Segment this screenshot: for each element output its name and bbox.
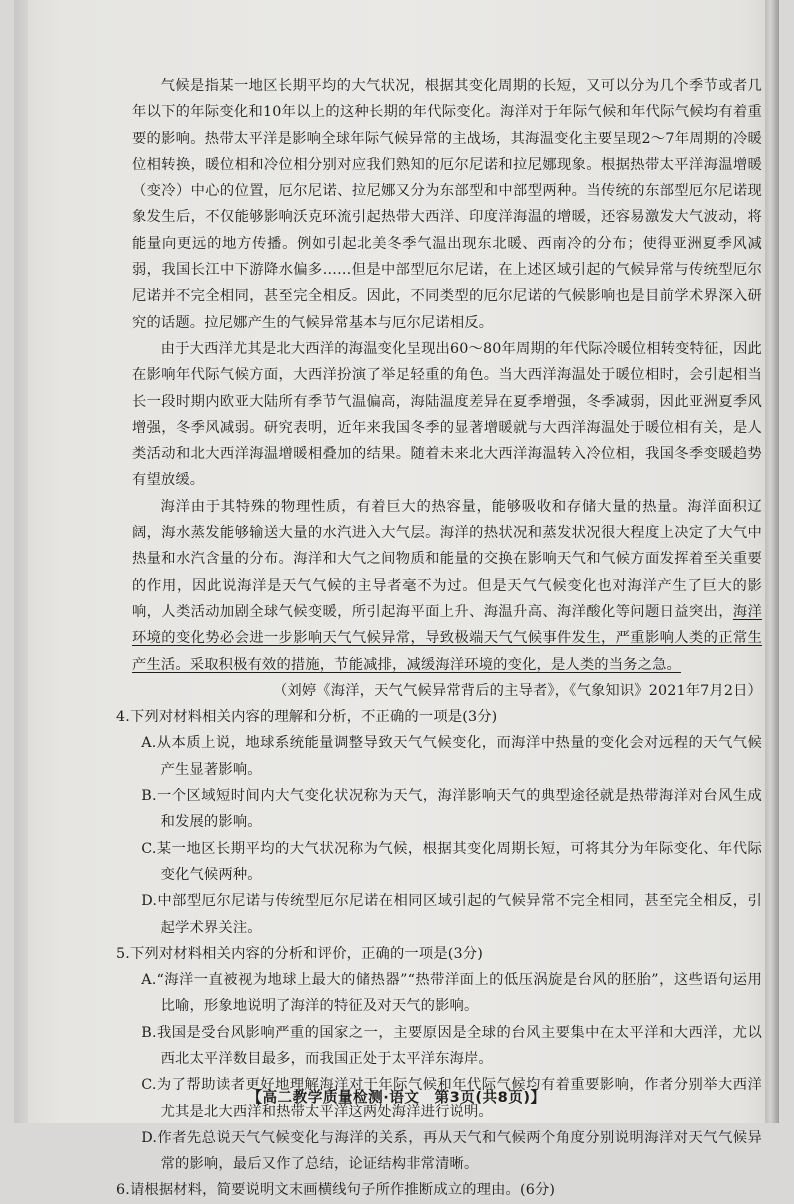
question-stem: 5.下列对材料相关内容的分析和评价，正确的一项是(3分) [116, 945, 483, 962]
question-4 [116, 704, 762, 941]
passage-paragraph-2: 由于大西洋尤其是北大西洋的海温变化呈现出60～80年周期的年代际冷暖位相转变特征，因此在影响年代际气候方面，大西洋扮演了举足轻重的角色。当大西洋海温处于暖位相时，会引起相当长一段时期内欧亚大陆所有季节气温偏高，海陆温度差异在夏季增强，冬季减弱，因此亚洲夏季风增强，冬季风减弱。研究表明，近年来我国冬季的显著增暖就与大西洋海温处于暖位相有关，是人类活动和北大西洋海温增暖相叠加的结果。随着未来北大西洋海温转入冷位相，我国冬季变暖趋势有望放缓。 [132, 340, 762, 489]
page-footer: 【高二教学质量检测·语文 第3页(共8页)】 [247, 1089, 546, 1106]
option-a: A.“海洋一直被视为地球上最大的储热器”“热带洋面上的低压涡旋是台风的胚胎”，这些语句运用比喻，形象地说明了海洋的特征及对天气的影响。 [141, 972, 762, 1015]
passage-paragraph-1: 气候是指某一地区长期平均的大气状况，根据其变化周期的长短，又可以分为几个季节或者几年以下的年际变化和10年以上的这种长期的年代际变化。海洋对于年际气候和年代际气候均有着重要的影响。热带太平洋是影响全球年际气候异常的主战场，其海温变化主要呈现2～7年周期的冷暖位相转换，暖位相和冷位相分别对应我们熟知的厄尔尼诺和拉尼娜现象。根据热带太平洋海温增暖（变冷）中心的位置，厄尔尼诺、拉尼娜又分为东部型和中部型两种。当传统的东部型厄尔尼诺现象发生后，不仅能够影响沃克环流引起热带大西洋、印度洋海温的增暖，还容易激发大气波动，将能量向更远的地方传播。例如引起北美冬季气温出现东北暖、西南冷的分布；使得亚洲夏季风减弱，我国长江中下游降水偏多……但是中部型厄尔尼诺，在上述区域引起的气候异常与传统型厄尔尼诺并不完全相同，甚至完全相反。因此，不同类型的厄尔尼诺的气候影响也是目前学术界深入研究的话题。拉尼娜产生的气候异常基本与厄尔尼诺相反。 [132, 78, 762, 331]
passage-paragraph-3 [132, 494, 762, 678]
option-d: D.作者先总说天气气候变化与海洋的关系，再从天气和气候两个角度分别说明海洋对天气气候异常的影响，最后又作了总结，论证结构非常清晰。 [141, 1129, 762, 1173]
option-a: A.从本质上说，地球系统能量调整导致天气气候变化，而海洋中热量的变化会对远程的天气气候产生显著影响。 [141, 735, 762, 778]
question-stem: 4.下列对材料相关内容的理解和分析，不正确的一项是(3分) [116, 709, 498, 726]
question-stem: 6.请根据材料，简要说明文末画横线句子所作推断成立的理由。(6分) [116, 1182, 556, 1199]
option-b: B.一个区域短时间内大气变化状况称为天气，海洋影响天气的典型途径就是热带海洋对台风生成和发展的影响。 [141, 788, 762, 831]
page-binding-edge [765, 0, 779, 1123]
underlined-sentence: 海洋环境的变化势必会进一步影响天气气候异常，导致极端天气气候事件发生，严重影响人类的正常生产生活。采取积极有效的措施，节能减排，减缓海洋环境的变化，是人类的当务之急。 [132, 603, 762, 673]
page-left-edge [14, 0, 28, 1123]
paragraph-3-text: 海洋由于其特殊的物理性质，有着巨大的热容量，能够吸收和存储大量的热量。海洋面积辽阔，海水蒸发能够输送大量的水汽进入大气层。海洋的热状况和蒸发状况很大程度上决定了大气中热量和水汽含量的分布。海洋和大气之间物质和能量的交换在影响天气和气候方面发挥着至关重要的作用，因此说海洋是天气气候的主导者毫不为过。但是天气气候变化也对海洋产生了巨大的影响，人类活动加剧全球气候变暖，所引起海平面上升、海温升高、海洋酸化等问题日益突出， [132, 498, 762, 620]
option-b: B.我国是受台风影响严重的国家之一，主要原因是全球的台风主要集中在太平洋和大西洋，尤以西北太平洋数目最多，而我国正处于太平洋东海岸。 [141, 1024, 762, 1067]
option-c: C.某一地区长期平均的大气状况称为气候，根据其变化周期长短，可将其分为年际变化、年代际变化气候两种。 [141, 840, 762, 883]
exam-page [14, 0, 779, 1199]
page-content [116, 73, 762, 1204]
question-6 [116, 1177, 762, 1203]
option-c: C.为了帮助读者更好地理解海洋对于年际气候和年代际气候均有着重要影响，作者分别举大西洋尤其是北大西洋和热带太平洋这两处海洋进行说明。 [141, 1077, 762, 1120]
question-5 [116, 941, 762, 1178]
option-d: D.中部型厄尔尼诺与传统型厄尔尼诺在相同区域引起的气候异常不完全相同，甚至完全相反，引起学术界关注。 [141, 893, 762, 936]
source-citation: （刘婷《海洋，天气气候异常背后的主导者》，《气象知识》2021年7月2日） [272, 682, 762, 699]
